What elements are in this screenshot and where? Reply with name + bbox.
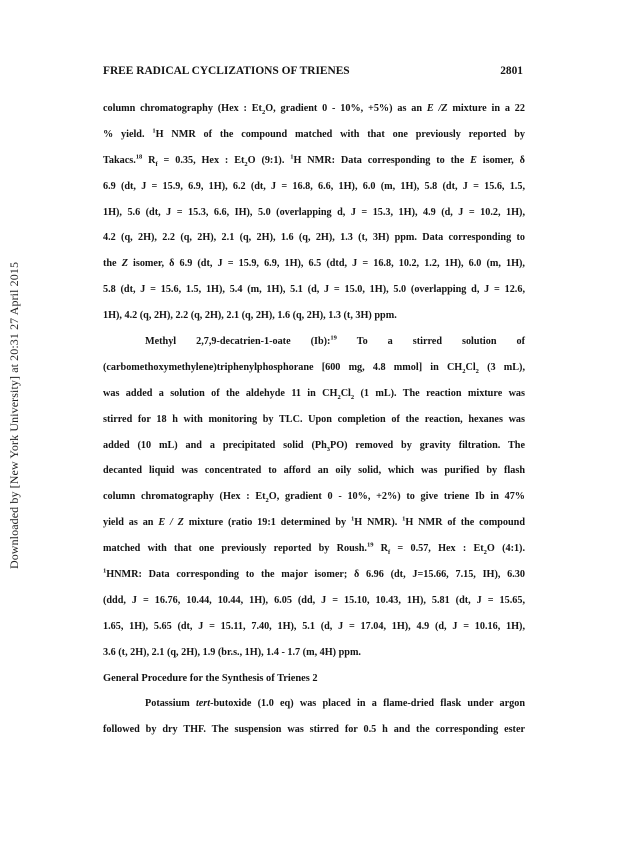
- text-line: Takacs.$^{18}$ $R_f = 0.35$, Hex : $Et_2O$ (9:1). $^1$H NMR: Data corresponding to the E isomer, δ: [103, 153, 525, 168]
- text-line: 1H), 4.2 (q, 2H), 2.2 (q, 2H), 2.1 (q, 2H), 1.6 (q, 2H), 1.3 (t, 3H) ppm.: [103, 310, 397, 322]
- text-line: % yield. $^1$H NMR of the compound matched with that one previously reported by: [103, 127, 525, 140]
- text-line: column chromatography (Hex : $Et_2O$, gradient 0 - 10%, +5%) as an E /Z mixture in a 22: [103, 103, 525, 117]
- text-line: 4.2 (q, 2H), 2.2 (q, 2H), 2.1 (q, 2H), 1.6 (q, 2H), 1.3 (t, 3H) ppm. Data corresponding to: [103, 232, 525, 244]
- text-line: added (10 mL) and a precipitated solid $(Ph_3PO)$ removed by gravity filtration. The: [103, 439, 525, 453]
- text-line: the Z isomer, δ 6.9 (dt, J = 15.9, 6.9, 1H), 6.5 (dtd, J = 16.8, 10.2, 1.2, 1H), 6.0 (m, 1H),: [103, 258, 525, 270]
- text-line: column chromatography (Hex : $Et_2O$, gradient 0 - 10%, +2%) to give triene Ib in 47%: [103, 491, 525, 505]
- text-line: (ddd, J = 16.76, 10.44, 10.44, 1H), 6.05 (dd, J = 15.10, 10.43, 1H), 5.81 (dt, J = 15.65,: [103, 594, 525, 606]
- text-line: was added a solution of the aldehyde 11 in $CH_2Cl_2$ (1 mL). The reaction mixture was: [103, 387, 525, 401]
- text-line: 1H), 5.6 (dt, J = 15.3, 6.6, IH), 5.0 (overlapping d, J = 15.3, 1H), 4.9 (d, J = 10.2, 1H),: [103, 206, 525, 218]
- text-line: 1.65, 1H), 5.65 (dt, J = 15.11, 7.40, 1H), 5.1 (d, J = 17.04, 1H), 4.9 (d, J = 10.16, 1H),: [103, 620, 525, 632]
- page-number: 2801: [500, 65, 523, 77]
- download-watermark: [2, 195, 28, 635]
- text-line: (carbomethoxymethylene)triphenylphosphorane [600 mg, 4.8 mmol] in $CH_2Cl_2$ (3 mL),: [103, 361, 525, 375]
- section-heading: General Procedure for the Synthesis of Trienes 2: [103, 672, 318, 684]
- text-line: yield as an E / Z mixture (ratio 19:1 determined by $^1$H NMR). $^1$H NMR of the compound: [103, 515, 525, 529]
- text-line: $^1$HNMR: Data corresponding to the major isomer; δ 6.96 (dt, J=15.66, 7.15, IH), 6.30: [103, 567, 525, 581]
- text-line: decanted liquid was concentrated to afford an oily solid, which was purified by flash: [103, 465, 525, 477]
- text-line: 5.8 (dt, J = 15.6, 1.5, 1H), 5.4 (m, 1H), 5.1 (d, J = 15.0, 1H), 5.0 (overlapping d, J = 12.6,: [103, 284, 525, 296]
- text-line: 3.6 (t, 2H), 2.1 (q, 2H), 1.9 (br.s., 1H), 1.4 - 1.7 (m, 4H) ppm.: [103, 646, 361, 658]
- text-line: Potassium tert-butoxide (1.0 eq) was placed in a flame-dried flask under argon: [145, 698, 525, 710]
- download-watermark-text: Downloaded by [New York University] at 20:31 27 April 2015: [7, 261, 22, 569]
- article-body: [103, 96, 525, 743]
- running-title: FREE RADICAL CYCLIZATIONS OF TRIENES: [103, 65, 350, 77]
- text-line: stirred for 18 h with monitoring by TLC. Upon completion of the reaction, hexanes was: [103, 413, 525, 425]
- page-header: [103, 65, 523, 83]
- text-line: 6.9 (dt, J = 15.9, 6.9, 1H), 6.2 (dt, J = 16.8, 6.6, 1H), 6.0 (m, 1H), 5.8 (dt, J = 15.6, 1.5,: [103, 180, 525, 192]
- text-line: Methyl 2,7,9-decatrien-1-oate (Ib):$^{19}$ To a stirred solution of: [145, 334, 525, 348]
- text-line: followed by dry THF. The suspension was stirred for 0.5 h and the corresponding ester: [103, 724, 525, 736]
- text-line: matched with that one previously reported by Roush.$^{19}$ $R_f = 0.57$, Hex : $Et_2O$ (4:1).: [103, 541, 525, 557]
